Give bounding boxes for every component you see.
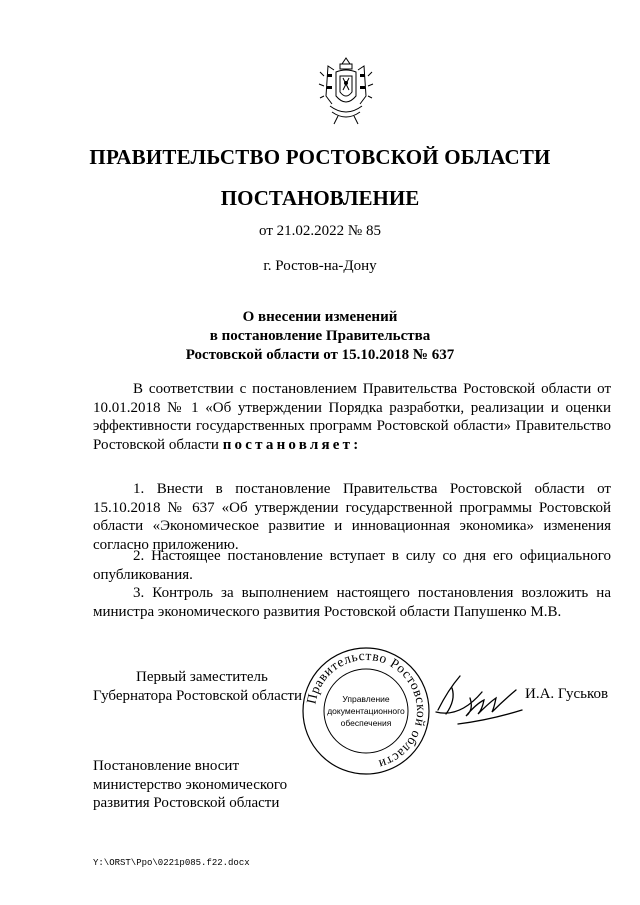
document-type: ПОСТАНОВЛЕНИЕ — [220, 186, 420, 210]
subject-heading — [0, 308, 640, 365]
resolves-keyword: постановляет: — [222, 436, 362, 453]
initiator-block — [93, 757, 287, 813]
initiator-line: министерство экономического — [93, 776, 288, 793]
stamp-center-text: обеспечения — [340, 718, 392, 728]
organization-title: ПРАВИТЕЛЬСТВО РОСТОВСКОЙ ОБЛАСТИ — [89, 145, 551, 169]
signatory-title-line: Губернатора Ростовской области — [93, 687, 303, 704]
subject-line: О внесении изменений — [242, 309, 398, 325]
clause-1: 1. Внести в постановление Правительства Ростовской области от 15.10.2018 № 637 «Об утверждении государственной программы Ростовской области «Экономическое развитие и инновационная экономика» изменения согласно приложению. — [93, 481, 611, 553]
handwritten-signature — [430, 670, 525, 730]
stamp-center-text: документационного — [327, 706, 405, 716]
initiator-line: Постановление вносит — [93, 758, 240, 774]
intro-text: В соответствии с постановлением Правительства Ростовской области от 10.01.2018 № 1 «Об утверждении Порядка разработки, реализации и оценки эффективности государственных программ Ростовской области» Правительство Ростовской области — [93, 381, 611, 453]
intro-paragraph — [93, 380, 611, 454]
rostov-oblast-coat-of-arms-icon — [318, 56, 374, 126]
subject-line: Ростовской области от 15.10.2018 № 637 — [185, 347, 455, 363]
clause-3: 3. Контроль за выполнением настоящего постановления возложить на министра экономического развития Ростовской области Папушенко М.В. — [93, 585, 611, 620]
stamp-ring-text: Правительство Ростовской области — [303, 647, 430, 773]
city: г. Ростов-на-Дону — [263, 258, 377, 274]
file-path: Y:\ORST\Ppo\0221p085.f22.docx — [93, 858, 250, 868]
official-stamp — [301, 646, 431, 776]
stamp-center-text: Управление — [342, 694, 390, 704]
signatory-title-line: Первый заместитель — [136, 669, 268, 685]
initiator-line: развития Ростовской области — [93, 795, 280, 811]
clause-2: 2. Настоящее постановление вступает в силу со дня его официального опубликования. — [93, 548, 611, 583]
subject-line: в постановление Правительства — [209, 328, 431, 344]
date-and-number: от 21.02.2022 № 85 — [259, 223, 381, 239]
signatory-title — [93, 668, 302, 705]
signatory-name: И.А. Гуськов — [525, 686, 609, 702]
